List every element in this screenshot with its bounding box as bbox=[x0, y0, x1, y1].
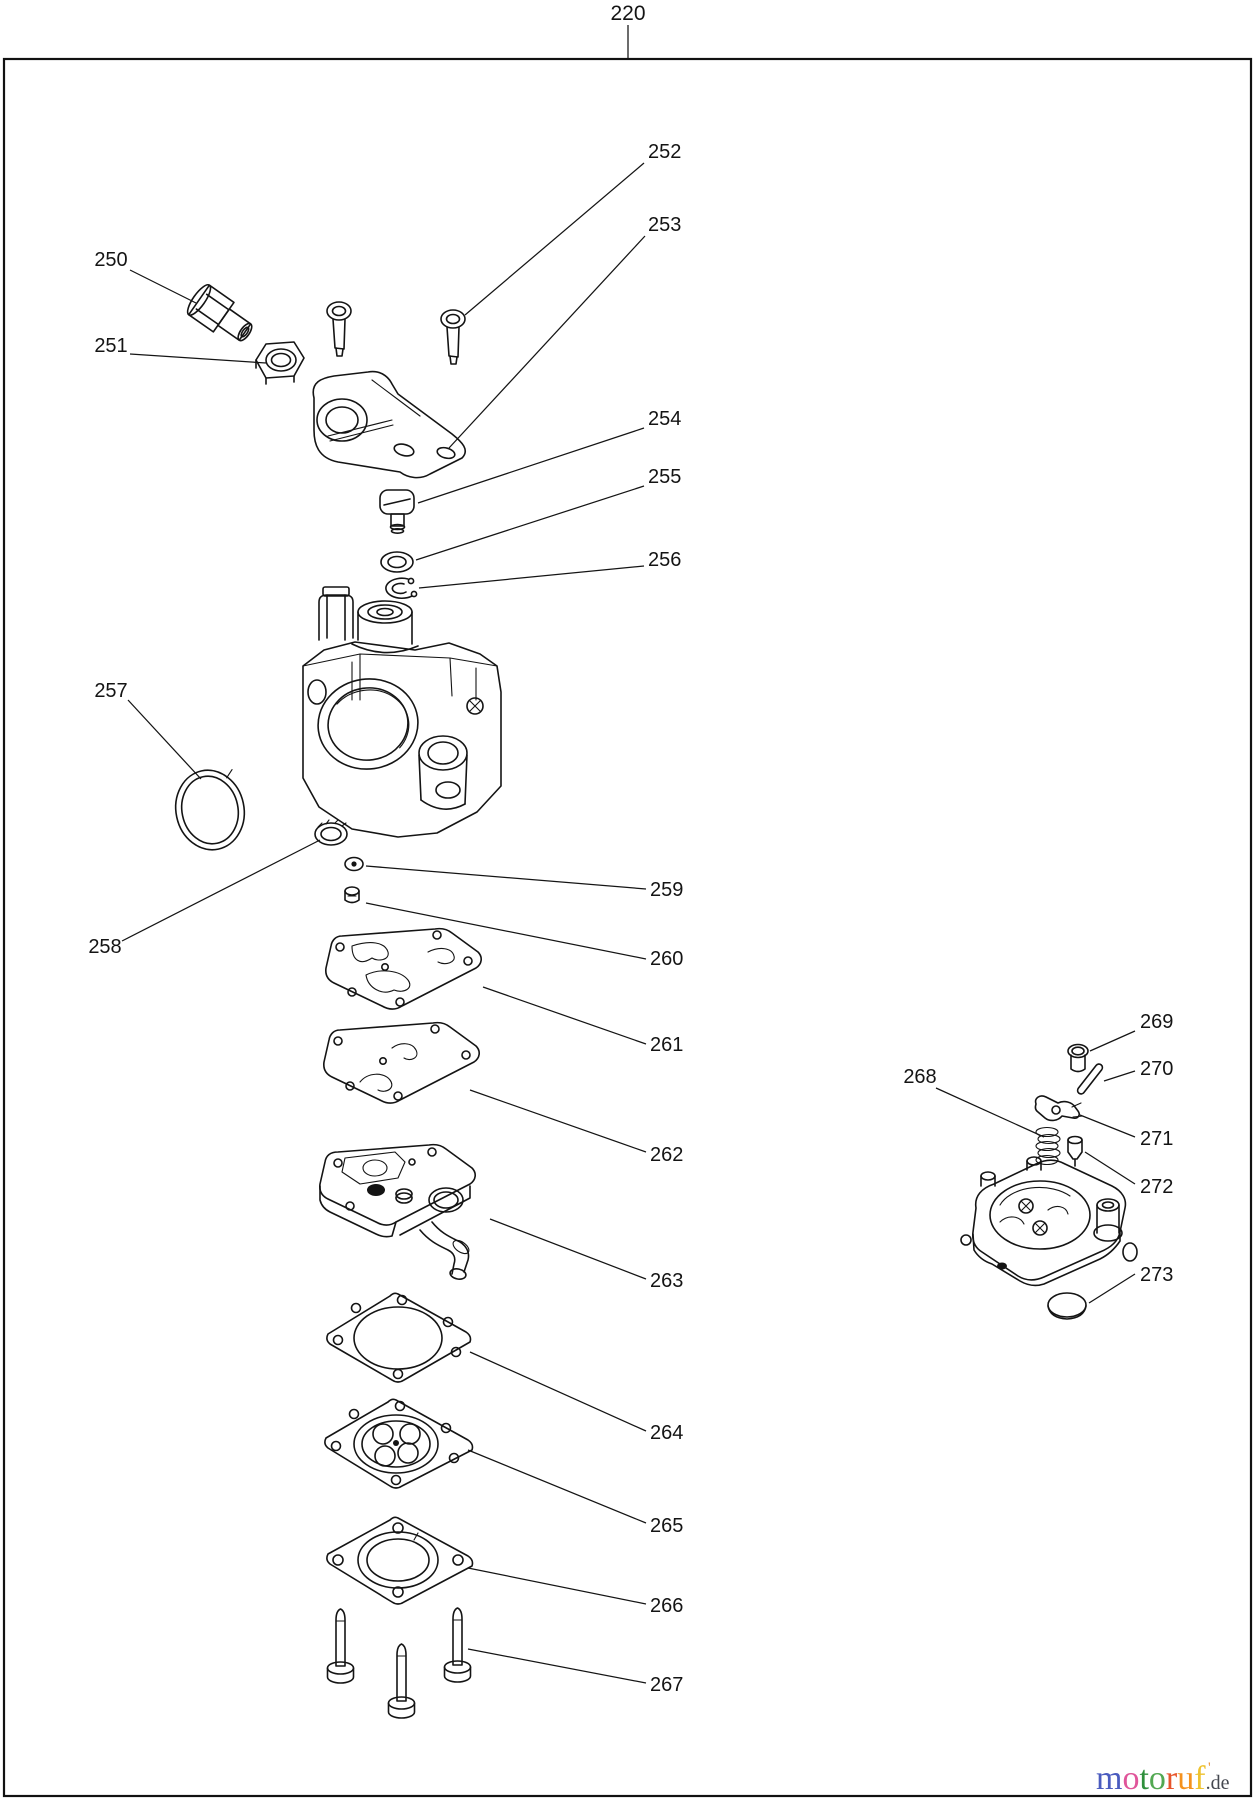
part-label-269: 269 bbox=[1140, 1011, 1174, 1033]
part-label-255: 255 bbox=[648, 466, 682, 488]
part-label-265: 265 bbox=[650, 1515, 684, 1537]
part-leader-263 bbox=[490, 1219, 646, 1279]
e-clip-drawing bbox=[386, 578, 417, 598]
part-leader-259 bbox=[366, 866, 646, 889]
part-callouts bbox=[88, 141, 1173, 1696]
carburetor-body-drawing bbox=[303, 587, 501, 837]
fuel-pump-body-drawing bbox=[961, 1157, 1137, 1285]
small-washer-drawing bbox=[345, 858, 363, 871]
part-leader-270 bbox=[1104, 1071, 1135, 1081]
washer-drawing bbox=[381, 552, 413, 572]
part-leader-253 bbox=[449, 236, 645, 448]
part-leader-252 bbox=[465, 163, 644, 315]
part-leader-264 bbox=[470, 1352, 646, 1431]
part-label-259: 259 bbox=[650, 879, 684, 901]
brand-letter: f bbox=[1194, 1760, 1206, 1797]
part-label-258: 258 bbox=[88, 936, 122, 958]
cover-plate-drawing bbox=[327, 1517, 473, 1604]
valve-screw-drawing bbox=[345, 887, 359, 903]
lever-pin-drawing bbox=[1076, 1063, 1104, 1096]
part-label-271: 271 bbox=[1140, 1128, 1174, 1150]
part-label-273: 273 bbox=[1140, 1264, 1174, 1286]
part-leader-266 bbox=[468, 1568, 646, 1604]
metering-body-drawing bbox=[320, 1145, 475, 1281]
large-seal-ring-drawing bbox=[168, 764, 251, 856]
part-label-272: 272 bbox=[1140, 1176, 1174, 1198]
part-label-254: 254 bbox=[648, 408, 682, 430]
part-leader-271 bbox=[1080, 1115, 1135, 1137]
lever-screw-drawing bbox=[1068, 1045, 1088, 1072]
mounting-screws-drawing bbox=[328, 1608, 471, 1718]
diagram-frame bbox=[4, 59, 1251, 1796]
part-leader-272 bbox=[1085, 1152, 1135, 1184]
inlet-fitting-drawing bbox=[184, 282, 259, 350]
part-label-267: 267 bbox=[650, 1674, 684, 1696]
part-label-268: 268 bbox=[903, 1066, 937, 1088]
part-leader-269 bbox=[1090, 1031, 1135, 1051]
part-leader-273 bbox=[1089, 1274, 1135, 1303]
group-number-label: 220 bbox=[610, 2, 646, 25]
brand-letter: m bbox=[1096, 1760, 1123, 1797]
part-leader-256 bbox=[419, 566, 644, 588]
part-leader-255 bbox=[416, 486, 644, 560]
part-leader-258 bbox=[122, 840, 320, 941]
part-leader-267 bbox=[468, 1649, 646, 1683]
brand-tick: ' bbox=[1208, 1760, 1211, 1776]
part-leader-254 bbox=[418, 428, 644, 503]
part-leader-257 bbox=[128, 700, 201, 779]
metering-gasket-drawing bbox=[326, 929, 481, 1009]
part-leader-268 bbox=[936, 1088, 1044, 1137]
brand-letter: r bbox=[1165, 1760, 1178, 1797]
part-label-270: 270 bbox=[1140, 1058, 1174, 1080]
part-leader-262 bbox=[470, 1090, 646, 1152]
part-label-251: 251 bbox=[94, 335, 128, 357]
welch-plug-drawing bbox=[1048, 1293, 1086, 1319]
brand-letter: t bbox=[1139, 1760, 1149, 1797]
bracket-screw-b-drawing bbox=[441, 310, 465, 364]
part-leader-250 bbox=[130, 270, 196, 303]
part-label-257: 257 bbox=[94, 680, 128, 702]
part-label-256: 256 bbox=[648, 549, 682, 571]
part-label-262: 262 bbox=[650, 1144, 684, 1166]
small-seal-ring-drawing bbox=[315, 820, 347, 845]
brand-letter: o bbox=[1122, 1760, 1140, 1797]
bracket-screw-a-drawing bbox=[327, 302, 351, 356]
pump-gasket-drawing bbox=[327, 1293, 471, 1382]
metering-diaphragm-drawing bbox=[324, 1023, 479, 1103]
brand-suffix: .de bbox=[1205, 1772, 1230, 1794]
part-label-252: 252 bbox=[648, 141, 682, 163]
part-label-263: 263 bbox=[650, 1270, 684, 1292]
part-label-260: 260 bbox=[650, 948, 684, 970]
metering-lever-drawing bbox=[1035, 1096, 1083, 1120]
bracket-drawing bbox=[313, 372, 465, 478]
part-label-261: 261 bbox=[650, 1034, 684, 1056]
part-leader-251 bbox=[130, 354, 266, 363]
part-label-250: 250 bbox=[94, 249, 128, 271]
brand-letter: u bbox=[1177, 1760, 1195, 1797]
pivot-screw-drawing bbox=[380, 490, 414, 533]
part-label-266: 266 bbox=[650, 1595, 684, 1617]
part-label-253: 253 bbox=[648, 214, 682, 236]
pump-diaphragm-drawing bbox=[325, 1399, 473, 1488]
inlet-needle-drawing bbox=[1068, 1137, 1082, 1167]
part-label-264: 264 bbox=[650, 1422, 684, 1444]
brand-letter: o bbox=[1148, 1760, 1166, 1797]
part-leader-265 bbox=[468, 1450, 646, 1523]
part-leader-261 bbox=[483, 987, 646, 1044]
